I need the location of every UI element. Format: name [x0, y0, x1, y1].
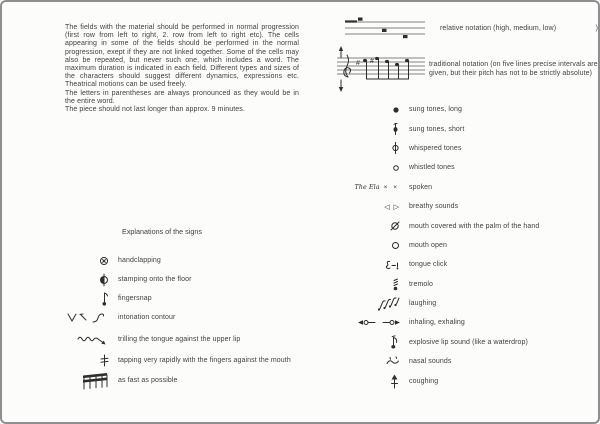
inhale-exhale-icon [342, 318, 409, 327]
cough-icon [342, 374, 409, 389]
x-notehead-marks: × × [383, 183, 399, 191]
sign-label: whistled tones [409, 164, 455, 172]
fast-notes-icon [57, 372, 118, 390]
traditional-notation-row [332, 46, 598, 92]
short-tone-icon [342, 122, 409, 136]
relative-notation-label: relative notation (high, medium, low) [440, 24, 557, 32]
sign-label: intonation contour [118, 314, 176, 321]
sign-row-tapping [57, 351, 317, 370]
lip-pop-icon [342, 335, 409, 349]
sign-row-coughing [342, 371, 597, 390]
stamp-icon [57, 273, 118, 287]
right-sign-list [342, 100, 597, 391]
sign-label: tremolo [409, 280, 434, 288]
tremolo-icon [342, 277, 409, 291]
sign-label: inhaling, exhaling [409, 319, 465, 327]
sign-label: mouth open [409, 241, 447, 249]
whistle-tone-icon [342, 164, 409, 172]
mouth-open-icon [342, 241, 409, 250]
sign-row-spoken [342, 178, 597, 197]
spoken-example-text: The Ela [354, 183, 380, 192]
sign-row-laughing [342, 294, 597, 313]
notation-section [332, 14, 598, 92]
sign-row-stamping [57, 270, 317, 289]
sign-label: spoken [409, 183, 433, 191]
sign-label: whispered tones [409, 144, 462, 152]
sign-row-breathy [342, 197, 597, 216]
relative-notation-row [332, 14, 598, 42]
traditional-notation-label: traditional notation (on five lines precise intervals are given, but their pitch has not to be strictly absolute) [429, 61, 598, 77]
whisper-tone-icon [342, 141, 409, 155]
sign-label: sung tones, long [409, 106, 462, 114]
sign-label: explosive lip sound (like a waterdrop) [409, 338, 528, 346]
sign-label: tongue click [409, 261, 448, 269]
sign-row-handclapping [57, 251, 317, 270]
handclap-icon [57, 256, 118, 266]
sign-label: handclapping [118, 257, 161, 264]
svg-text:#: # [370, 58, 374, 65]
sign-row-fingersnap [57, 289, 317, 308]
sign-row-intonation [57, 308, 317, 327]
tongue-click-icon [342, 259, 409, 271]
tongue-trill-icon [57, 334, 118, 346]
nasal-icon [342, 356, 409, 367]
sign-row-tongue-click [342, 255, 597, 274]
intro-paragraph-1: The fields with the material should be performed in normal progression (first row from left to right, 2. row from left to right etc). The cells appearing in some of the fields should be performed in the normal progression, exept if they are not linked together. Some of the cells may also be repeated, but never such one, which includes a word. The maximum duration is indicated in each field. Different types and sizes of the characters should suggest different dynamics, expressions etc. Theatrical motions can be used freely. [65, 24, 299, 89]
left-sign-list [57, 251, 317, 390]
relative-staff-icon [332, 14, 440, 42]
sign-label: mouth covered with the palm of the hand [409, 222, 540, 230]
sign-row-tremolo [342, 275, 597, 294]
svg-text:#: # [356, 60, 360, 67]
traditional-staff-icon [332, 46, 429, 92]
sign-row-whispered [342, 139, 597, 158]
sign-label: fingersnap [118, 295, 152, 302]
sign-row-as-fast [57, 371, 317, 390]
breathy-triangles-icon [342, 203, 409, 211]
spoken-x-notehead-icon [342, 183, 409, 191]
laughing-icon [342, 296, 409, 312]
sign-row-mouth-covered [342, 216, 597, 235]
intro-paragraph-3: The piece should not last longer than approx. 9 minutes. [65, 106, 245, 114]
sign-label: stamping onto the floor [118, 276, 192, 283]
sign-label: sung tones, short [409, 125, 465, 133]
sign-row-sung-long [342, 100, 597, 119]
sign-label: tapping very rapidly with the fingers against the mouth [118, 357, 291, 364]
sign-row-mouth-open [342, 236, 597, 255]
fingersnap-icon [57, 291, 118, 306]
intro-paragraph-2: The letters in parentheses are always pronounced as they would be in the entire word. [65, 89, 299, 105]
sign-label: trilling the tongue against the upper lip [118, 336, 241, 343]
sign-label: breathy sounds [409, 203, 459, 211]
sign-label: coughing [409, 377, 439, 385]
sign-row-sung-short [342, 119, 597, 138]
sign-row-nasal [342, 352, 597, 371]
intonation-contour-icon [57, 312, 118, 324]
sign-row-explosive-lip [342, 333, 597, 352]
sign-row-whistled [342, 158, 597, 177]
print-artifact: ) [595, 24, 598, 32]
tapping-icon [57, 354, 118, 367]
mouth-covered-icon [342, 221, 409, 231]
sign-label: nasal sounds [409, 358, 452, 366]
signs-heading: Explanations of the signs [122, 227, 202, 236]
sign-row-inhaling-exhaling [342, 313, 597, 332]
sign-label: as fast as possible [118, 377, 178, 384]
long-tone-icon [342, 106, 409, 114]
sign-row-trilling [57, 330, 317, 349]
triangle-glyphs: ◁ ▷ [384, 203, 400, 211]
sign-label: laughing [409, 300, 437, 308]
intro-text [65, 24, 299, 114]
